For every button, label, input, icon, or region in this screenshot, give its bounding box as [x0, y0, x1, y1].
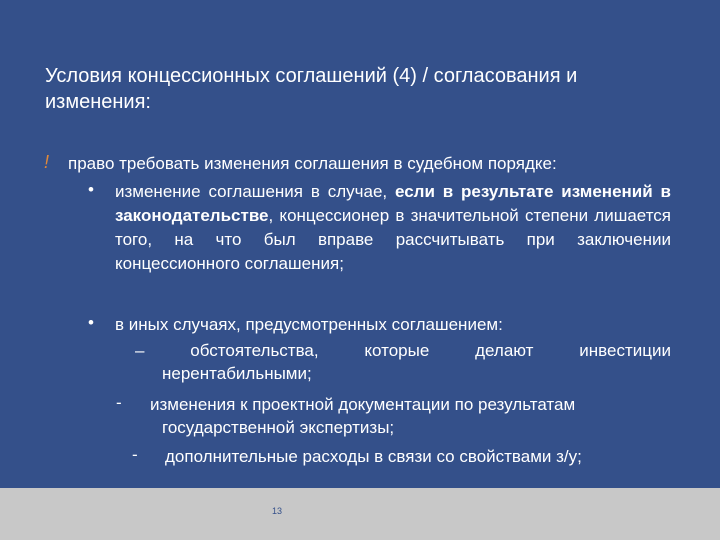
bullet-dot-icon: •: [88, 180, 94, 199]
page-number: 13: [272, 506, 283, 516]
dash-marker: -: [132, 445, 138, 464]
footer-bar: [0, 488, 720, 540]
dash-item-2-line1: изменения к проектной документации по результатам: [150, 395, 576, 414]
main-bullet-text: право требовать изменения соглашения в судебном порядке:: [68, 154, 557, 173]
dash-item-1-word: обстоятельства,: [190, 341, 319, 360]
dash-item-1: [135, 339, 671, 385]
slide-title: Условия концессионных соглашений (4) / согласования и изменения:: [45, 65, 578, 113]
dash-marker: –: [135, 341, 145, 360]
sub-bullet-1-part1: изменение соглашения в случае,: [115, 182, 395, 201]
sub-bullet-1-bold: если в результате изменений в законодательстве: [115, 182, 671, 225]
sub-bullet-1-part2: , концессионер в значительной степени лишается того, на что был вправе рассчитывать при заключении концессионного соглашения;: [115, 206, 671, 273]
dash-item-1-word: делают: [475, 341, 534, 360]
dash-item-2-line2: государственной экспертизы;: [162, 418, 395, 437]
dash-marker: -: [116, 393, 122, 412]
dash-item-3: дополнительные расходы в связи со свойствами з/у;: [165, 447, 582, 466]
exclamation-bullet-icon: !: [44, 152, 50, 172]
bullet-dot-icon: •: [88, 313, 94, 332]
sub-bullet-1: [115, 180, 671, 276]
dash-item-1-continuation: нерентабильными;: [162, 364, 312, 383]
dash-item-1-word: которые: [364, 341, 430, 360]
dash-item-2: [150, 393, 680, 439]
dash-item-1-word: инвестиции: [579, 341, 671, 360]
sub-bullet-2: в иных случаях, предусмотренных соглашением:: [115, 315, 503, 334]
